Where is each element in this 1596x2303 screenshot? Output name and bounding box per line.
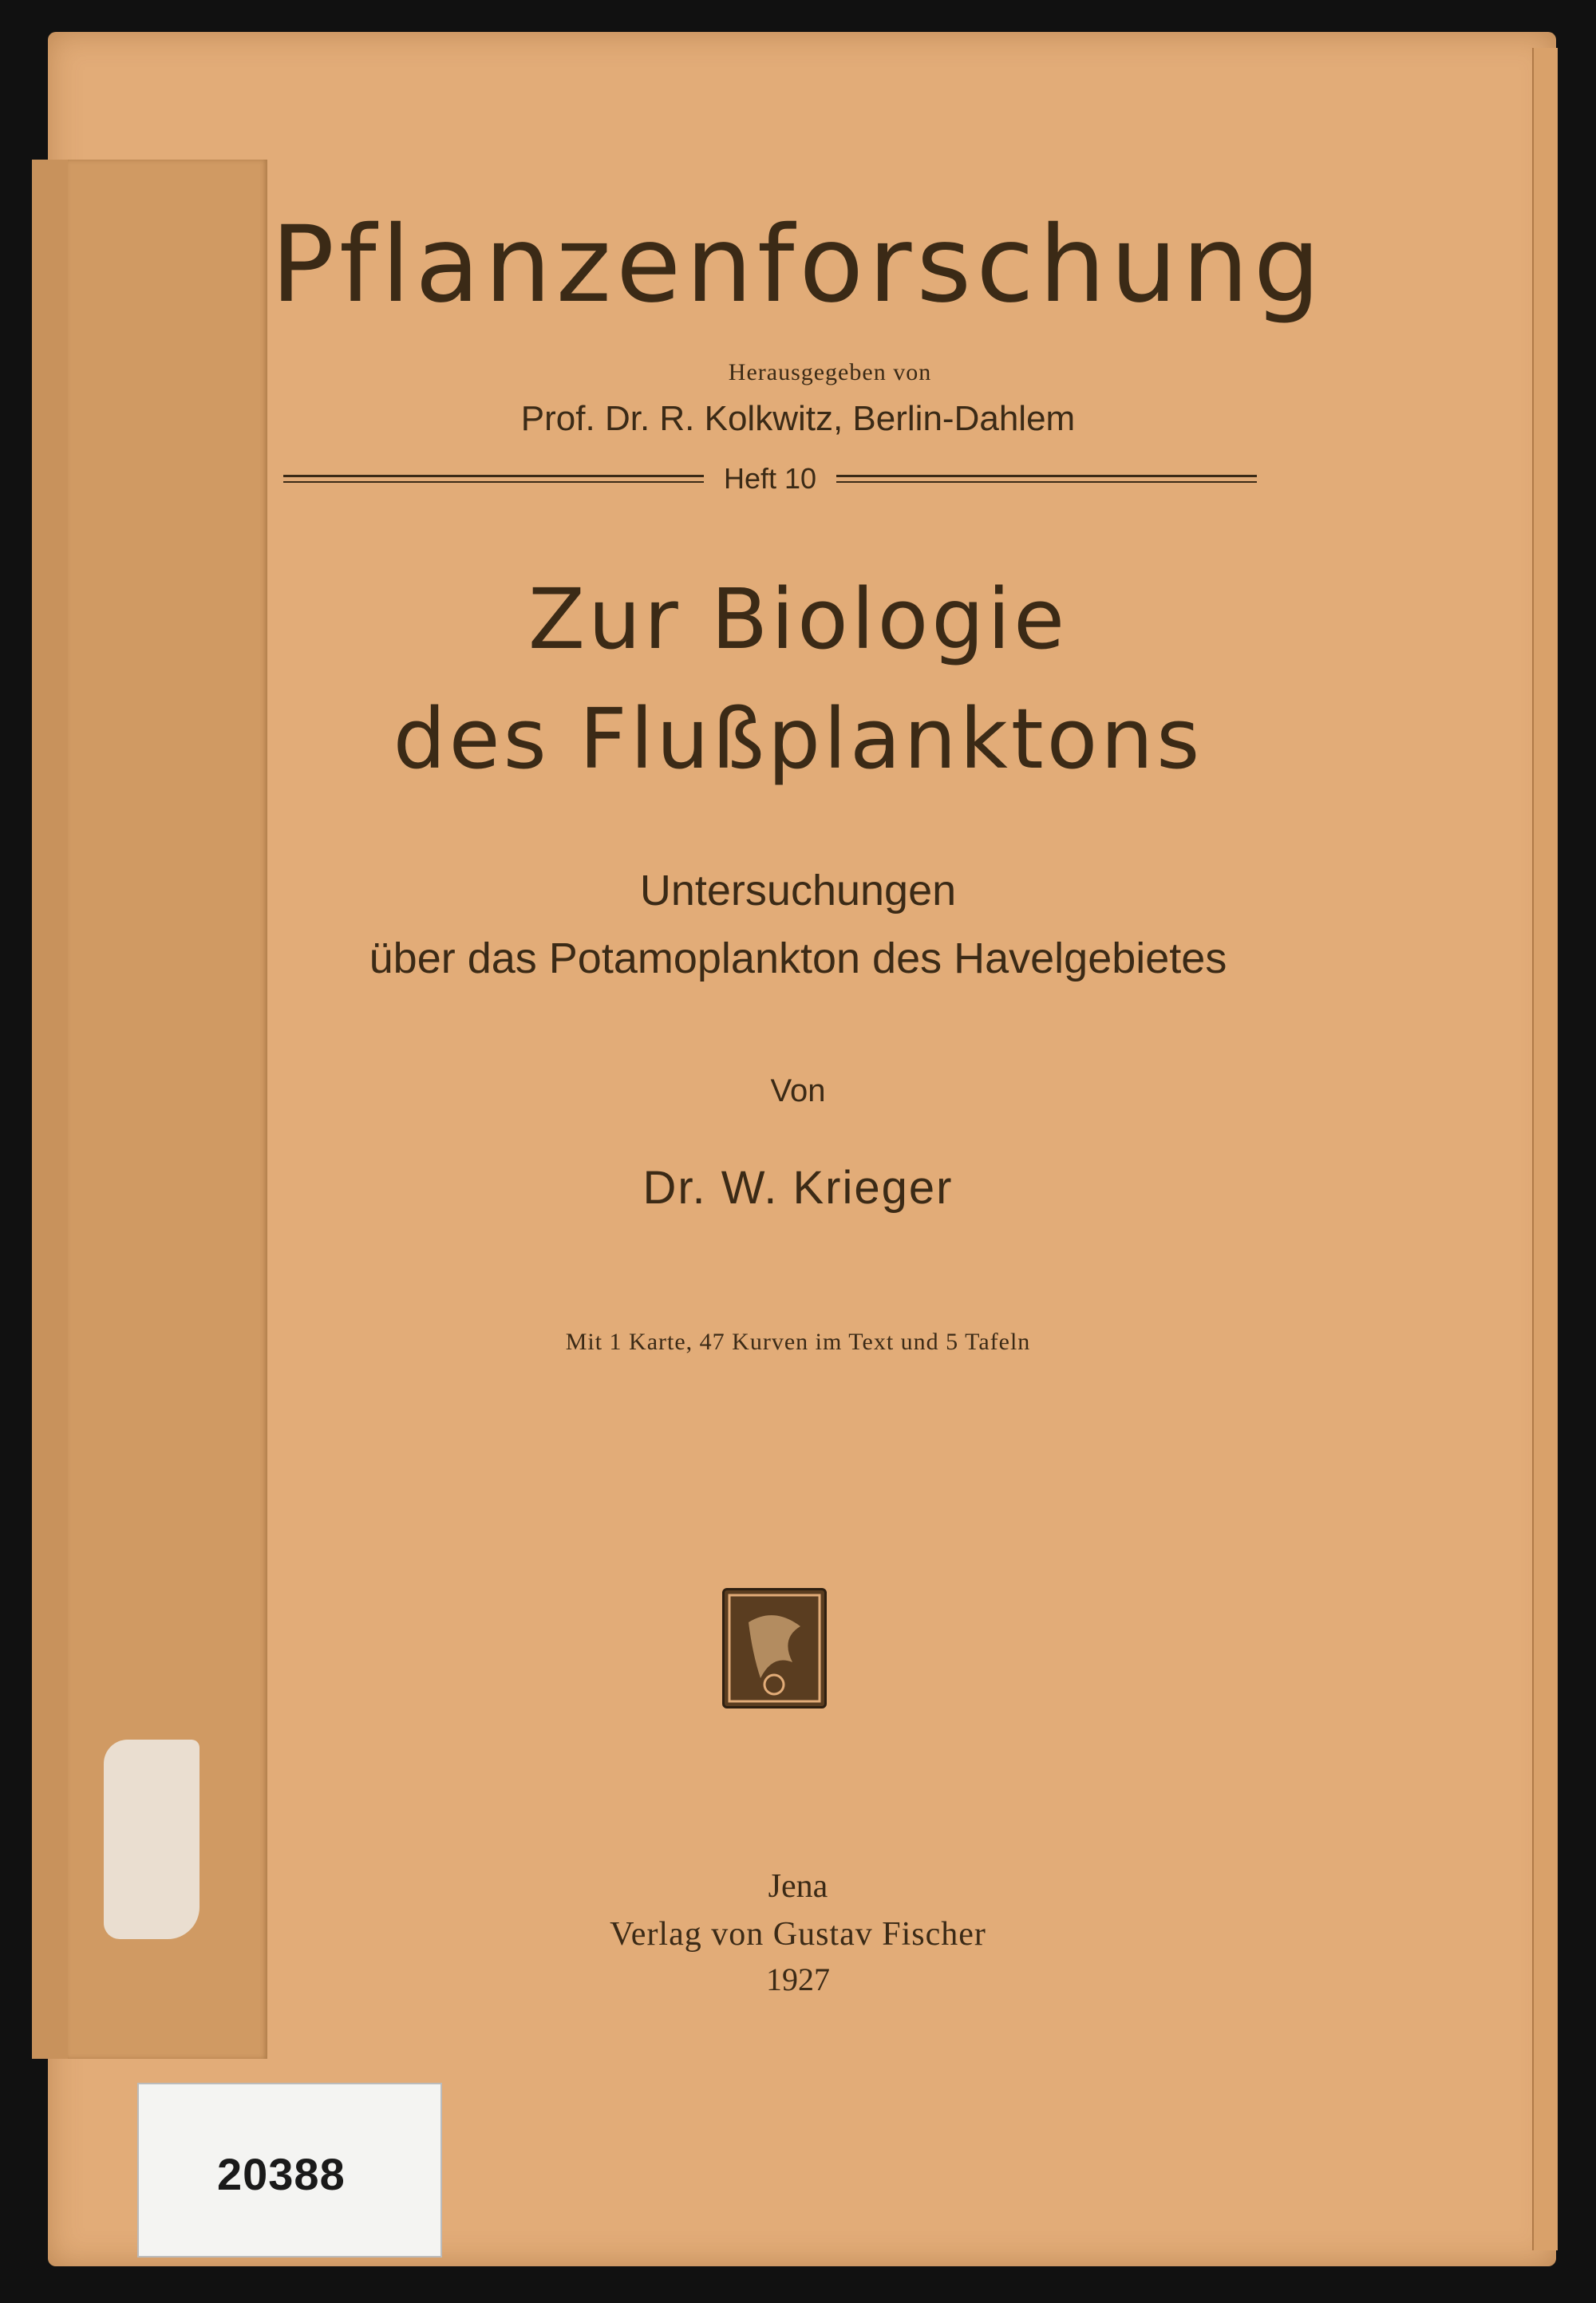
by-label: Von — [770, 1073, 826, 1108]
issue-rule-row — [283, 463, 1257, 495]
publication-year: 1927 — [766, 1961, 830, 1997]
issue-number: Heft 10 — [723, 462, 817, 495]
publisher-emblem-icon — [722, 1588, 827, 1708]
publisher: Verlag von Gustav Fischer — [610, 1916, 986, 1953]
main-title-line1: Zur Biologie — [527, 571, 1069, 668]
right-rule — [836, 475, 1257, 483]
library-number: 20388 — [217, 2149, 346, 2199]
series-title: Pflanzenforschung — [271, 203, 1325, 326]
main-title-line2: des Flußplanktons — [393, 690, 1203, 788]
subtitle-line2: über das Potamoplankton des Havelgebietes — [369, 934, 1227, 982]
spine-edge — [32, 160, 72, 2059]
editor-name: Prof. Dr. R. Kolkwitz, Berlin-Dahlem — [520, 399, 1076, 438]
author: Dr. W. Krieger — [642, 1162, 954, 1214]
subtitle-line1: Untersuchungen — [639, 867, 957, 914]
illustrations-note: Mit 1 Karte, 47 Kurven im Text und 5 Tafeln — [565, 1329, 1031, 1355]
publication-place: Jena — [768, 1868, 828, 1905]
left-rule — [283, 475, 704, 483]
editor-label: Herausgegeben von — [728, 359, 932, 385]
worn-patch — [104, 1740, 200, 1939]
